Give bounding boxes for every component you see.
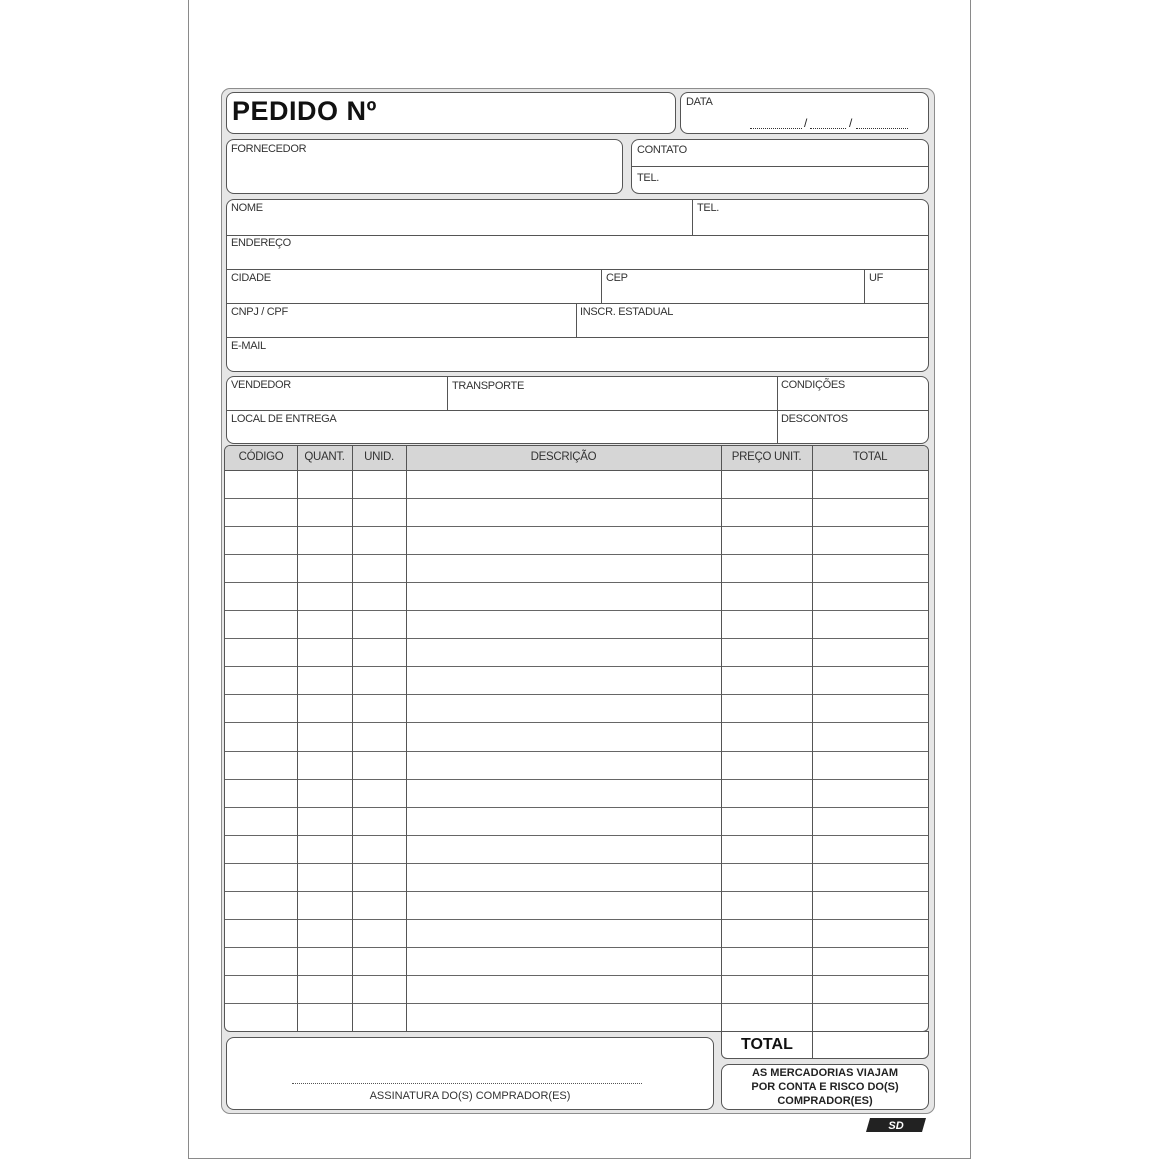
col-header-unit: UNID. xyxy=(364,451,394,463)
inscr-label: INSCR. ESTADUAL xyxy=(580,306,674,318)
table-row[interactable] xyxy=(225,610,928,611)
address-label: ENDEREÇO xyxy=(231,237,291,249)
conditions-label: CONDIÇÕES xyxy=(781,379,845,391)
table-row[interactable] xyxy=(225,694,928,695)
col-header-total: TOTAL xyxy=(852,451,888,463)
supplier-tel-label: TEL. xyxy=(637,172,660,184)
signature-line xyxy=(292,1083,642,1084)
date-label: DATA xyxy=(686,96,713,108)
table-row[interactable] xyxy=(225,582,928,583)
date-month-line xyxy=(810,128,846,129)
col-header-description: DESCRIÇÃO xyxy=(530,451,597,463)
col-header-qty: QUANT. xyxy=(304,451,345,463)
table-header-divider xyxy=(225,470,928,471)
brand-logo-text: SD xyxy=(888,1120,904,1132)
client-divider xyxy=(227,235,928,236)
col-header-unit-price: PREÇO UNIT. xyxy=(731,451,802,463)
date-year-line xyxy=(856,128,908,129)
brand-logo xyxy=(866,1118,926,1132)
sales-col-divider xyxy=(447,377,448,410)
client-col-divider xyxy=(601,269,602,303)
transport-label: TRANSPORTE xyxy=(452,380,524,392)
table-row[interactable] xyxy=(225,919,928,920)
notice-line: AS MERCADORIAS VIAJAM xyxy=(751,1067,899,1079)
table-row[interactable] xyxy=(225,638,928,639)
total-divider xyxy=(812,1031,813,1059)
table-row[interactable] xyxy=(225,835,928,836)
col-header-code: CÓDIGO xyxy=(238,451,284,463)
uf-label: UF xyxy=(869,272,884,284)
client-col-divider xyxy=(576,303,577,337)
email-label: E-MAIL xyxy=(231,340,266,352)
table-row[interactable] xyxy=(225,751,928,752)
table-row[interactable] xyxy=(225,891,928,892)
sales-divider xyxy=(227,410,928,411)
table-row[interactable] xyxy=(225,863,928,864)
sales-col-divider xyxy=(777,377,778,443)
table-row[interactable] xyxy=(225,1003,928,1004)
table-row[interactable] xyxy=(225,666,928,667)
name-label: NOME xyxy=(231,202,263,214)
notice-line: COMPRADOR(ES) xyxy=(777,1095,873,1107)
discounts-label: DESCONTOS xyxy=(781,413,848,425)
delivery-label: LOCAL DE ENTREGA xyxy=(231,413,337,425)
cep-label: CEP xyxy=(606,272,628,284)
client-col-divider xyxy=(864,269,865,303)
notice-line: POR CONTA E RISCO DO(S) xyxy=(751,1081,899,1093)
contact-label: CONTATO xyxy=(637,144,687,156)
client-col-divider xyxy=(692,200,693,235)
table-row[interactable] xyxy=(225,722,928,723)
table-row[interactable] xyxy=(225,975,928,976)
signature-label: ASSINATURA DO(S) COMPRADOR(ES) xyxy=(369,1090,571,1102)
table-row[interactable] xyxy=(225,554,928,555)
supplier-label: FORNECEDOR xyxy=(231,143,307,155)
contact-divider xyxy=(632,166,928,167)
table-row[interactable] xyxy=(225,779,928,780)
table-column-divider xyxy=(297,446,298,1031)
table-row[interactable] xyxy=(225,947,928,948)
table-column-divider xyxy=(721,446,722,1031)
table-row[interactable] xyxy=(225,807,928,808)
client-divider xyxy=(227,337,928,338)
items-table xyxy=(224,445,929,1032)
total-label: TOTAL xyxy=(741,1036,793,1053)
client-box[interactable] xyxy=(226,199,929,372)
city-label: CIDADE xyxy=(231,272,271,284)
seller-label: VENDEDOR xyxy=(231,379,291,391)
table-row[interactable] xyxy=(225,526,928,527)
client-divider xyxy=(227,303,928,304)
table-row[interactable] xyxy=(225,498,928,499)
date-day-line xyxy=(750,128,802,129)
page-title: PEDIDO Nº xyxy=(232,96,377,126)
client-divider xyxy=(227,269,928,270)
table-column-divider xyxy=(352,446,353,1031)
cnpj-label: CNPJ / CPF xyxy=(231,306,288,318)
client-tel-label: TEL. xyxy=(697,202,720,214)
table-column-divider xyxy=(812,446,813,1031)
date-slash: / xyxy=(804,116,808,130)
date-slash: / xyxy=(849,116,853,130)
table-column-divider xyxy=(406,446,407,1031)
